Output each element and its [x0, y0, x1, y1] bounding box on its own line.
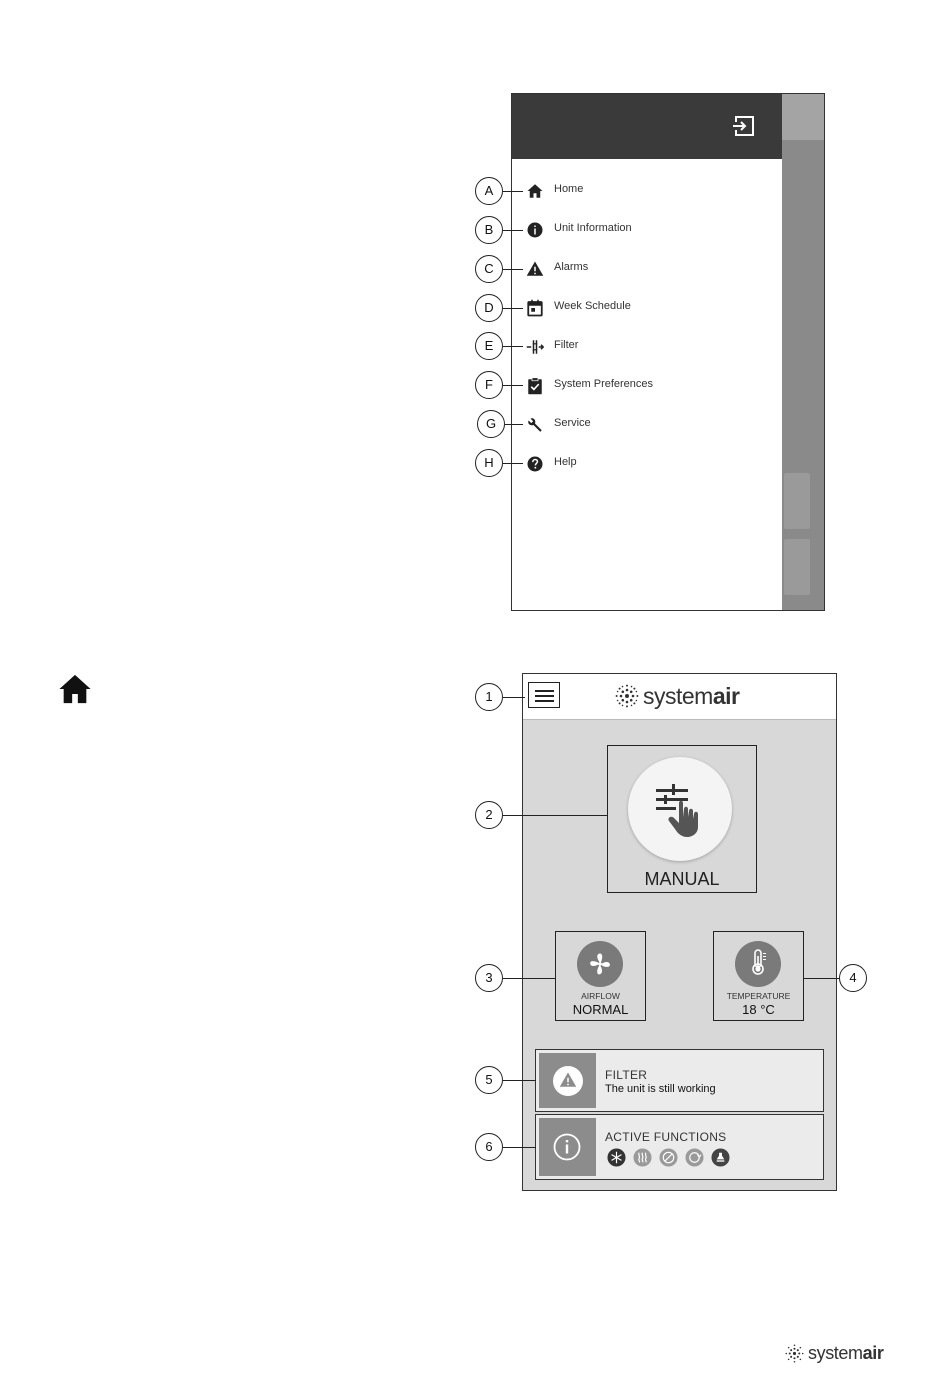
leader-line	[503, 385, 523, 386]
active-functions-title: ACTIVE FUNCTIONS	[605, 1130, 727, 1144]
cooler-recovery-icon	[659, 1148, 678, 1167]
active-functions-icon-area	[539, 1118, 596, 1176]
temperature-button[interactable]	[713, 931, 804, 1021]
leader-line	[503, 308, 523, 309]
leader-line	[503, 1080, 536, 1081]
menu-item-label: Unit Information	[554, 222, 632, 234]
hood-icon	[711, 1148, 730, 1167]
help-icon	[526, 455, 544, 473]
filter-alarm-title: FILTER	[605, 1068, 648, 1082]
mode-label: MANUAL	[644, 869, 720, 889]
active-functions-bar[interactable]	[535, 1114, 824, 1180]
background-overlay	[782, 94, 825, 611]
menu-item-label: System Preferences	[554, 378, 654, 390]
callout-d: D	[475, 294, 503, 322]
airflow-icon-circle	[577, 941, 623, 987]
menu-item-system-preferences[interactable]	[512, 371, 782, 401]
filter-icon	[526, 338, 544, 356]
overlay-tile	[784, 539, 810, 595]
logout-icon[interactable]	[732, 114, 756, 138]
menu-item-label: Service	[554, 417, 591, 429]
cooling-icon	[607, 1148, 626, 1167]
callout-b: B	[475, 216, 503, 244]
menu-item-label: Home	[554, 183, 584, 195]
info-icon	[526, 221, 544, 239]
overlay-tile	[784, 473, 810, 529]
airflow-value: NORMAL	[572, 1002, 629, 1017]
navigation-menu-panel	[511, 93, 825, 611]
menu-item-unit-information[interactable]	[512, 215, 782, 245]
brand-name-light: system	[808, 1343, 863, 1363]
calendar-icon	[526, 299, 544, 317]
hamburger-line	[535, 695, 554, 697]
leader-line	[503, 815, 607, 816]
filter-alarm-subtitle: The unit is still working	[605, 1083, 716, 1095]
filter-alarm-icon-area	[539, 1053, 596, 1108]
temperature-caption: TEMPERATURE	[726, 991, 791, 1001]
leader-line	[503, 346, 523, 347]
menu-item-label: Week Schedule	[554, 300, 631, 312]
menu-item-help[interactable]	[512, 449, 782, 479]
menu-item-service[interactable]	[512, 410, 782, 440]
logo-mark-icon	[615, 684, 639, 708]
menu-item-label: Alarms	[554, 261, 589, 273]
manual-mode-icon	[652, 779, 712, 839]
brand-name-bold: air	[712, 683, 740, 709]
callout-g: G	[477, 410, 505, 438]
menu-header	[512, 94, 782, 159]
fan-icon	[587, 951, 613, 977]
user-mode-button[interactable]	[607, 745, 757, 893]
leader-line	[505, 424, 523, 425]
heat-recovery-icon	[685, 1148, 704, 1167]
menu-item-week-schedule[interactable]	[512, 293, 782, 323]
callout-e: E	[475, 332, 503, 360]
menu-item-label: Help	[554, 456, 577, 468]
leader-line	[503, 230, 523, 231]
leader-line	[503, 191, 523, 192]
warning-icon	[526, 260, 544, 278]
brand-name	[643, 683, 739, 710]
warning-icon	[559, 1071, 577, 1089]
brand-name-light: system	[643, 683, 713, 709]
app-header	[523, 674, 836, 720]
callout-3: 3	[475, 964, 503, 992]
temperature-icon-circle	[735, 941, 781, 987]
callout-1: 1	[475, 683, 503, 711]
filter-alarm-bar[interactable]	[535, 1049, 824, 1112]
menu-item-alarms[interactable]	[512, 254, 782, 284]
logo-mark-icon	[785, 1344, 804, 1363]
mode-icon-circle	[628, 757, 732, 861]
airflow-button[interactable]	[555, 931, 646, 1021]
callout-4: 4	[839, 964, 867, 992]
leader-line	[503, 697, 525, 698]
hamburger-line	[535, 690, 554, 692]
menu-item-filter[interactable]	[512, 332, 782, 362]
leader-line	[803, 978, 841, 979]
leader-line	[503, 978, 555, 979]
leader-line	[503, 269, 523, 270]
footer-brand-name	[808, 1343, 883, 1364]
callout-c: C	[475, 255, 503, 283]
home-screen	[522, 673, 837, 1191]
menu-item-home[interactable]	[512, 176, 782, 206]
callout-6: 6	[475, 1133, 503, 1161]
clipboard-check-icon	[526, 377, 544, 395]
airflow-caption: AIRFLOW	[581, 991, 620, 1001]
thermometer-eco-icon	[744, 947, 772, 981]
leader-line	[503, 1147, 536, 1148]
heating-icon	[633, 1148, 652, 1167]
brand-name-bold: air	[862, 1343, 884, 1363]
overlay-header	[782, 94, 825, 140]
menu-button[interactable]	[528, 682, 560, 708]
home-icon	[526, 182, 544, 200]
home-icon	[58, 673, 92, 705]
leader-line	[503, 463, 523, 464]
callout-a: A	[475, 177, 503, 205]
alarm-icon-circle	[553, 1066, 583, 1096]
menu-item-label: Filter	[554, 339, 579, 351]
callout-2: 2	[475, 801, 503, 829]
info-icon	[553, 1133, 581, 1161]
hamburger-line	[535, 700, 554, 702]
callout-f: F	[475, 371, 503, 399]
callout-5: 5	[475, 1066, 503, 1094]
callout-h: H	[475, 449, 503, 477]
temperature-value: 18 °C	[742, 1002, 775, 1017]
wrench-icon	[526, 416, 544, 434]
